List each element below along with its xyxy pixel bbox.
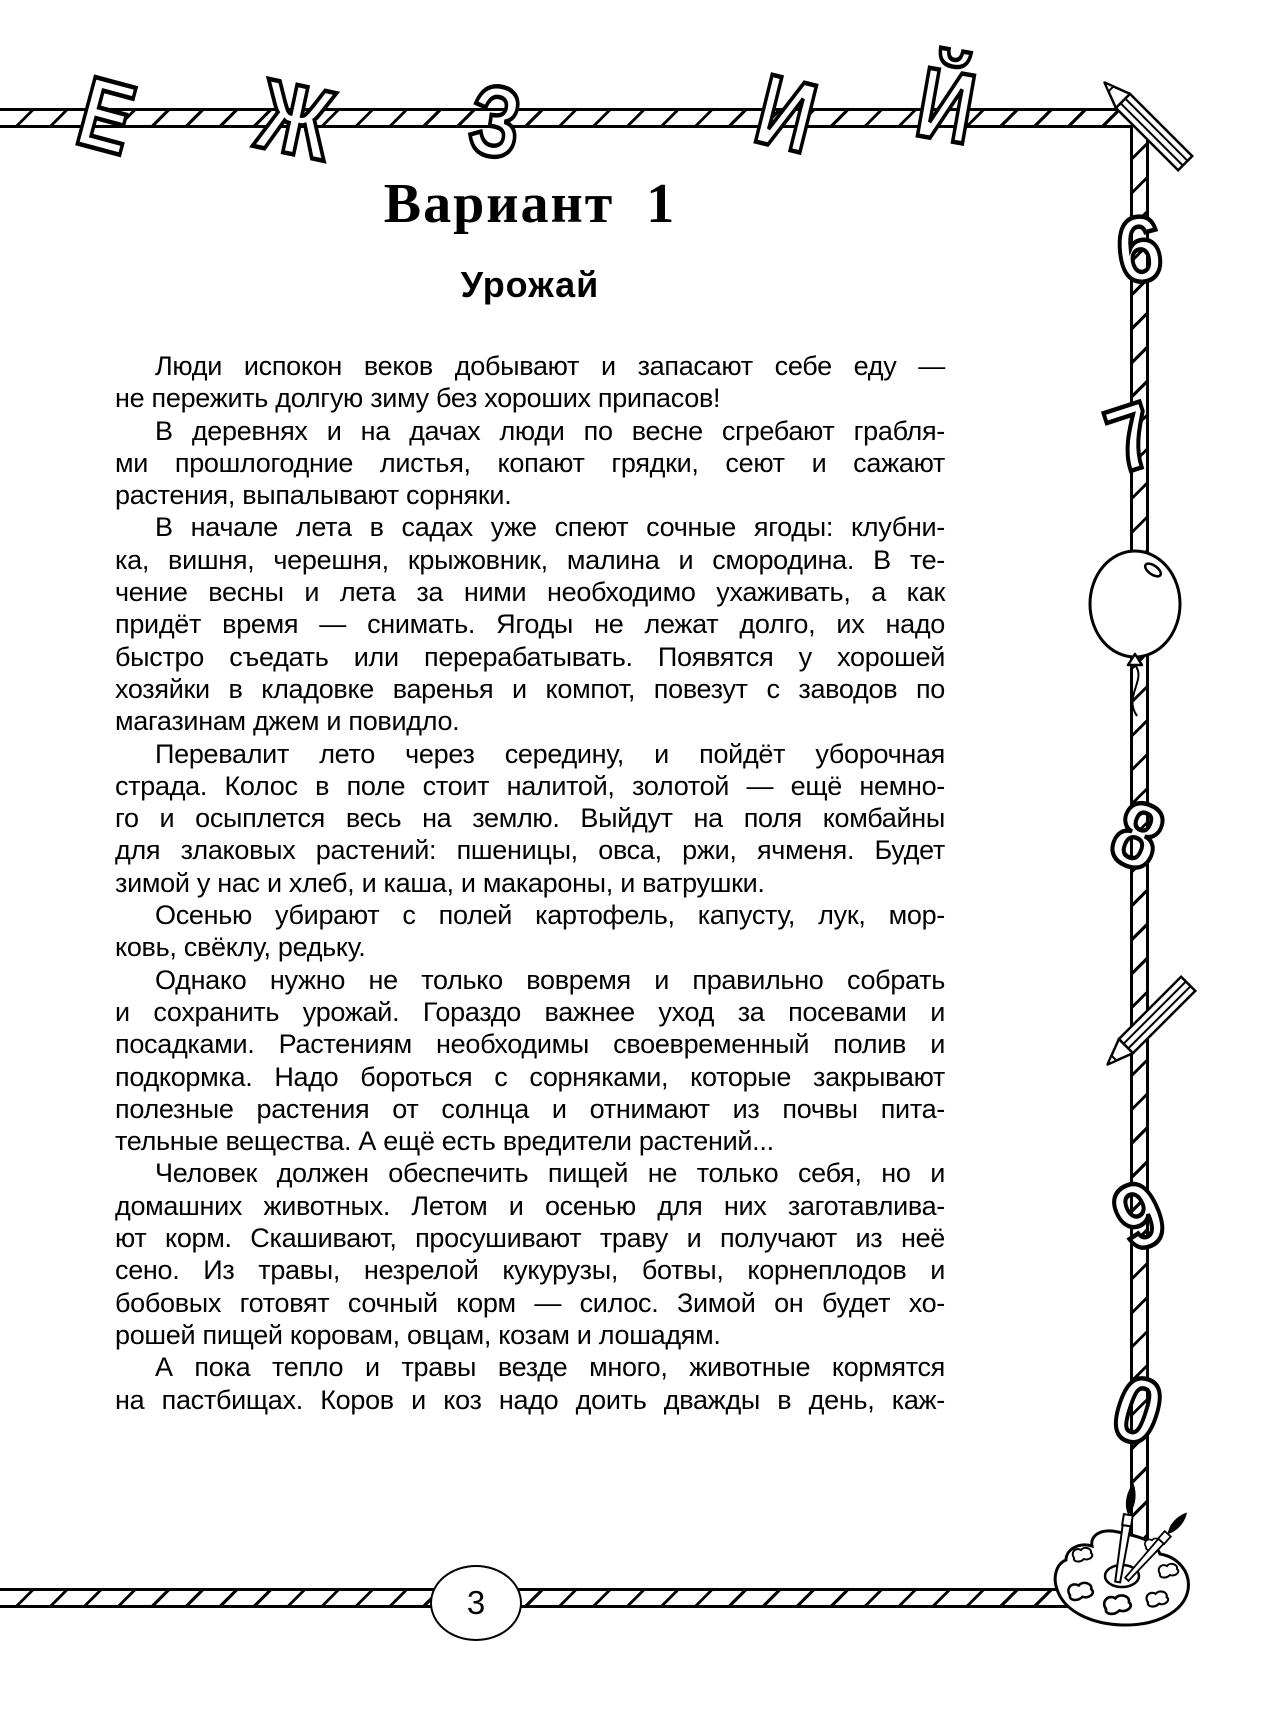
text-line: ют корм. Скашивают, просушивают траву и получают из неё <box>115 1223 945 1254</box>
text-line: быстро съедать или перерабатывать. Появятся у хорошей <box>115 641 945 672</box>
text-line: В начале лета в садах уже спеют сочные ягоды: клубни- <box>155 512 945 543</box>
text-line: придёт время — снимать. Ягоды не лежат долго, их надо <box>115 609 945 640</box>
text-line: тельные вещества. А ещё есть вредители растений... <box>115 1126 774 1157</box>
variant-title: Вариант 1 <box>383 173 677 235</box>
text-line: ми прошлогодние листья, копают грядки, сеют и сажают <box>115 447 945 478</box>
pencil-icon <box>1097 969 1203 1075</box>
text-line: полезные растения от солнца и отнимают из почвы пита- <box>115 1093 945 1124</box>
text-line: не пережить долгую зиму без хороших припасов! <box>115 383 721 414</box>
top-border-letter: Ж <box>248 57 343 183</box>
text-line: рошей пищей коровам, овцам, козам и лошадям. <box>115 1319 721 1350</box>
text-line: растения, выпалывают сорняки. <box>115 480 512 511</box>
text-line: посадками. Растениям необходимы своевременный полив и <box>115 1029 945 1060</box>
paragraph <box>115 964 945 1158</box>
top-border-letter: Й <box>908 45 984 167</box>
text-line: для злаковых растений: пшеницы, овса, ржи, ячменя. Будет <box>115 835 945 866</box>
right-border-digit: 0 <box>1100 1355 1175 1467</box>
top-border-letter: И <box>745 52 827 176</box>
text-line: бобовых готовят сочный корм — силос. Зимой он будет хо- <box>115 1287 945 1318</box>
paragraph <box>115 415 945 512</box>
text-line: на пастбищах. Коров и коз надо доить дважды в день, каж- <box>115 1384 945 1415</box>
text-line: А пока тепло и травы везде много, животные кормятся <box>155 1352 945 1383</box>
text-line: Перевалит лето через середину, и пойдёт уборочная <box>155 738 945 769</box>
right-border-digit: 6 <box>1111 196 1168 304</box>
right-border-digit: 9 <box>1098 1160 1181 1272</box>
text-line: домашних животных. Летом и осенью для них заготавлива- <box>115 1190 945 1221</box>
bottom-border-rope <box>0 1588 1080 1608</box>
text-line: и сохранить урожай. Гораздо важнее уход за посевами и <box>115 996 945 1027</box>
text-line: хозяйки в кладовке варенья и компот, повезут с заводов по <box>115 673 945 704</box>
paragraph <box>115 1351 945 1416</box>
text-line: сено. Из травы, незрелой кукурузы, ботвы, корнеплодов и <box>115 1255 945 1286</box>
paragraph <box>115 1157 945 1351</box>
text-line: Однако нужно не только вовремя и правильно собрать <box>155 964 945 995</box>
right-border-digit: 7 <box>1094 382 1169 494</box>
paragraph <box>115 350 945 415</box>
paragraph <box>115 738 945 899</box>
balloon-icon <box>1087 548 1183 723</box>
top-border-letter: З <box>462 63 528 181</box>
text-line: ка, вишня, черешня, крыжовник, малина и смородина. В те- <box>115 544 945 575</box>
text-line: ковь, свёклу, редьку. <box>115 932 366 963</box>
page-number: 3 <box>466 1584 486 1621</box>
text-line: магазинам джем и повидло. <box>115 706 460 737</box>
paragraph <box>115 899 945 964</box>
top-border-letter: Е <box>66 55 146 177</box>
page-number-badge <box>430 1565 522 1641</box>
text-line: страда. Колос в поле стоит налитой, золотой — ещё немно- <box>115 770 945 801</box>
story-text <box>115 350 945 1416</box>
palette-icon <box>1048 1456 1198 1646</box>
text-line: подкормка. Надо бороться с сорняками, которые закрывают <box>115 1061 945 1092</box>
text-line: зимой у нас и хлеб, и каша, и макароны, и ватрушки. <box>115 867 765 898</box>
paragraph <box>115 511 945 737</box>
story-title: Урожай <box>460 264 600 305</box>
text-line: В деревнях и на дачах люди по весне сгребают грабля- <box>155 415 945 446</box>
text-line: чение весны и лета за ними необходимо ухаживать, а как <box>115 577 945 608</box>
right-border-digit: 8 <box>1097 780 1178 892</box>
text-line: Осенью убирают с полей картофель, капусту, лук, мор- <box>155 900 945 931</box>
text-line: Человек должен обеспечить пищей не только себя, но и <box>155 1158 945 1189</box>
text-line: го и осыплется весь на землю. Выйдут на поля комбайны <box>115 803 945 834</box>
text-line: Люди испокон веков добывают и запасают себе еду — <box>155 351 945 381</box>
